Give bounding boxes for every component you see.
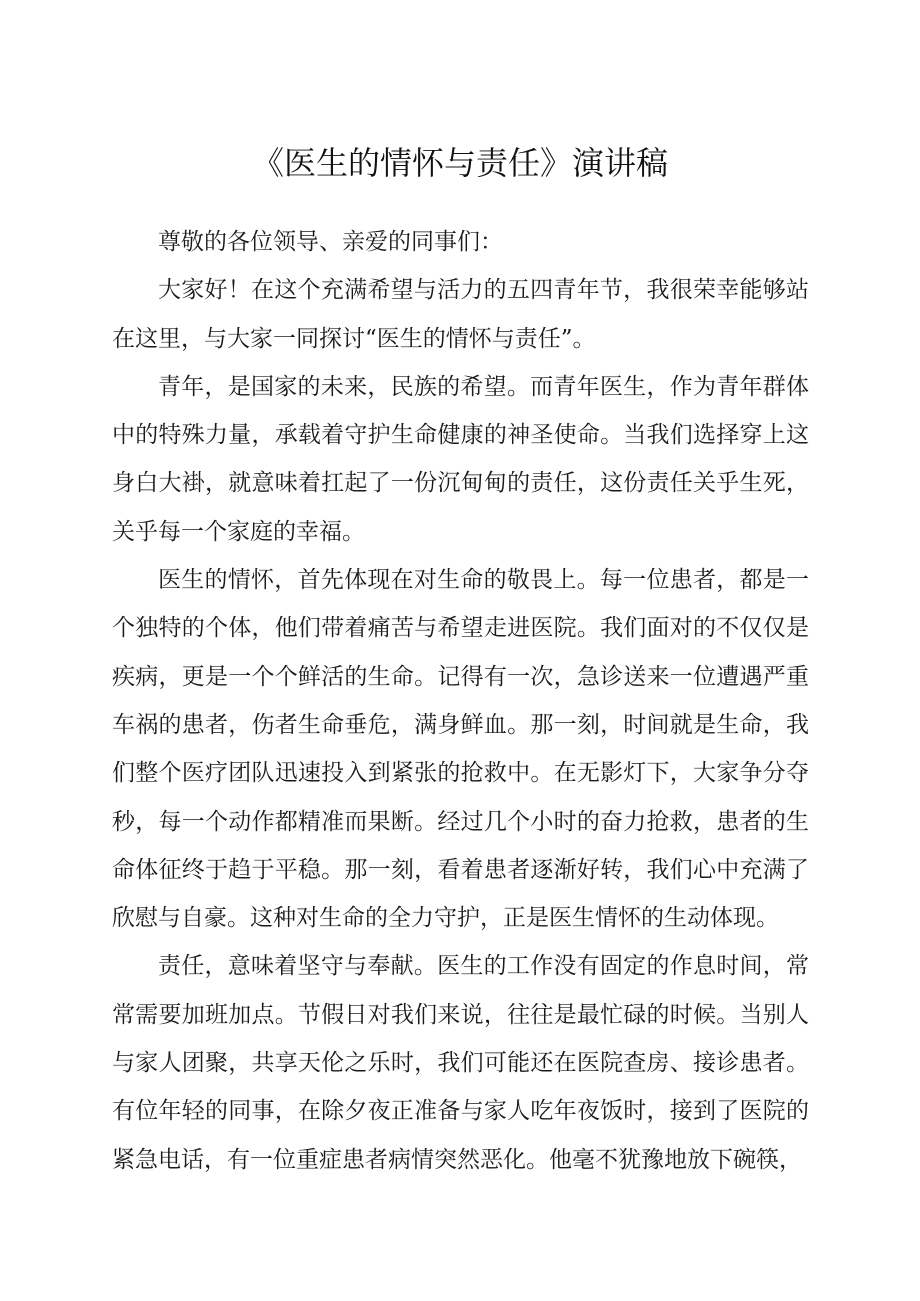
paragraph-responsibility: 责任，意味着坚守与奉献。医生的工作没有固定的作息时间，常常需要加班加点。节假日对我们来说，往往是最忙碌的时候。当别人与家人团聚，共享天伦之乐时，我们可能还在医院查房、接诊患者。有位年轻的同事，在除夕夜正准备与家人吃年夜饭时，接到了医院的紧急电话，有一位重症患者病情突然恶化。他毫不犹豫地放下碗筷， — [112, 953, 809, 1173]
paragraph-youth: 青年，是国家的未来，民族的希望。而青年医生，作为青年群体中的特殊力量，承载着守护生命健康的神圣使命。当我们选择穿上这身白大褂，就意味着扛起了一份沉甸甸的责任，这份责任关乎生死，关乎每一个家庭的幸福。 — [112, 373, 809, 545]
paragraph-sentiment: 医生的情怀，首先体现在对生命的敬畏上。每一位患者，都是一个独特的个体，他们带着痛苦与希望走进医院。我们面对的不仅仅是疾病，更是一个个鲜活的生命。记得有一次，急诊送来一位遭遇严重车祸的患者，伤者生命垂危，满身鲜血。那一刻，时间就是生命，我们整个医疗团队迅速投入到紧张的抢救中。在无影灯下，大家争分夺秒，每一个动作都精准而果断。经过几个小时的奋力抢救，患者的生命体征终于趋于平稳。那一刻，看着患者逐渐好转，我们心中充满了欣慰与自豪。这种对生命的全力守护，正是医生情怀的生动体现。 — [112, 567, 809, 932]
document-title: 《医生的情怀与责任》演讲稿 — [251, 144, 668, 183]
paragraph-opening: 大家好！在这个充满希望与活力的五四青年节，我很荣幸能够站在这里，与大家一同探讨“医生的情怀与责任”。 — [112, 277, 809, 352]
paragraph-greeting: 尊敬的各位领导、亲爱的同事们： — [158, 229, 503, 255]
document-body — [112, 218, 809, 1184]
